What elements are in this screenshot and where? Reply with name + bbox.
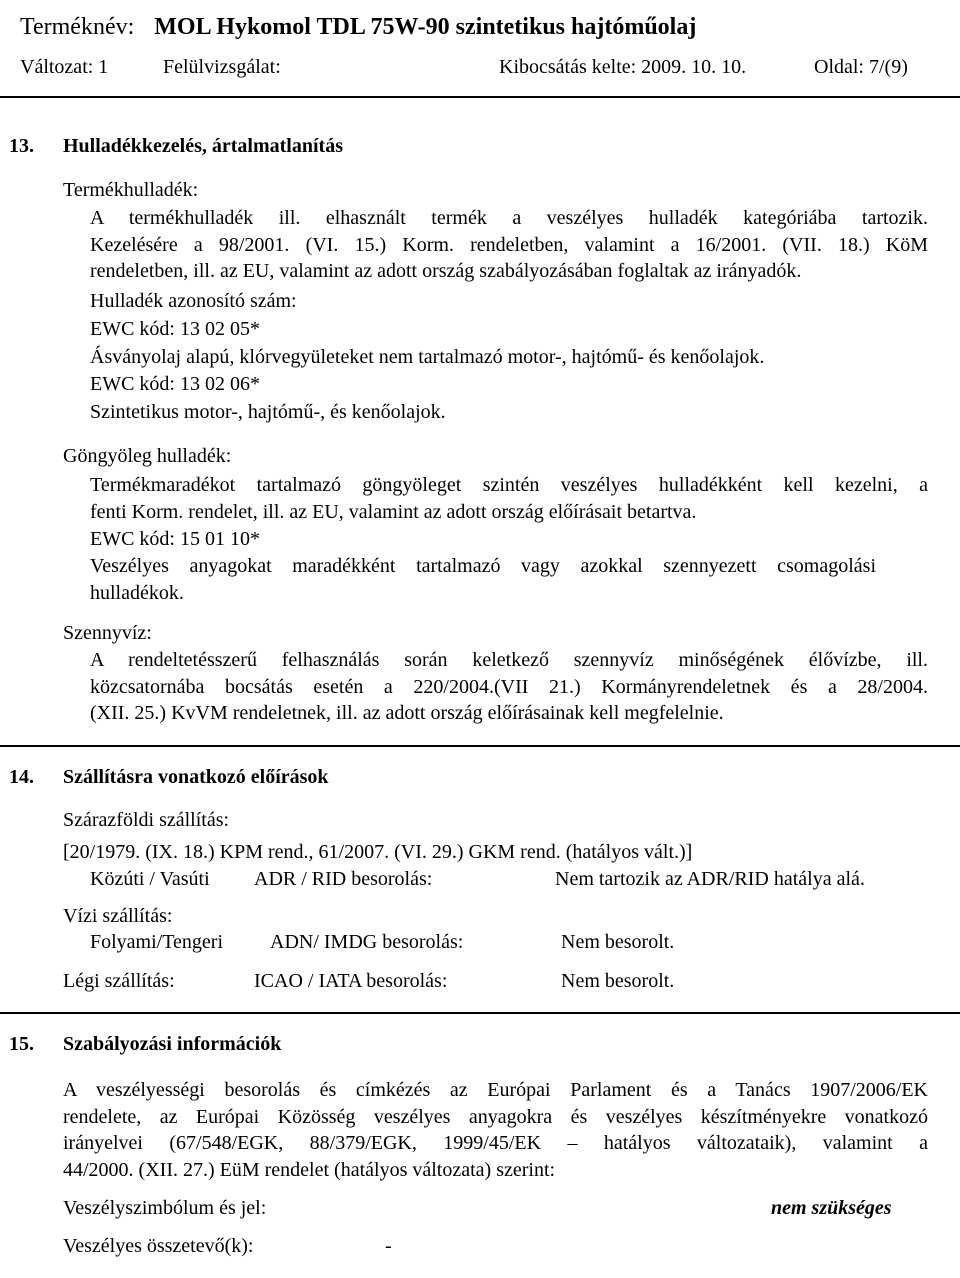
- regulatory-line: A veszélyességi besorolás és címkézés az Európai Parlament és a Tanács 1907/2006/EK: [63, 1079, 928, 1101]
- product-waste-text: [90, 205, 928, 285]
- header-issue-date: Kibocsátás kelte: 2009. 10. 10.: [499, 56, 747, 78]
- header-version: Változat: 1: [20, 56, 109, 78]
- ewc-code-2: EWC kód: 13 02 06*: [90, 373, 260, 395]
- product-waste-line: Kezelésére a 98/2001. (VI. 15.) Korm. rendeletben, valamint a 16/2001. (VII. 18.) KöM: [90, 233, 928, 256]
- ewc-code-1: EWC kód: 13 02 05*: [90, 318, 260, 340]
- road-rail-value: Nem tartozik az ADR/RID hatálya alá.: [555, 868, 865, 890]
- packaging-line: Termékmaradékot tartalmazó göngyöleget szintén veszélyes hulladékként kell kezelni, a: [90, 474, 928, 496]
- product-name: MOL Hykomol TDL 75W-90 szintetikus hajtóműolaj: [154, 14, 697, 40]
- ewc3-line: hulladékok.: [90, 581, 184, 604]
- ewc-code-2-desc: Szintetikus motor-, hajtómű-, és kenőolajok.: [90, 401, 446, 423]
- section-14-divider: [0, 1012, 960, 1014]
- water-transport-label: Vízi szállítás:: [63, 905, 173, 927]
- road-rail-classification: ADR / RID besorolás:: [254, 868, 433, 890]
- water-classification: ADN/ IMDG besorolás:: [270, 931, 464, 953]
- air-value: Nem besorolt.: [561, 970, 675, 992]
- ewc-code-3: EWC kód: 15 01 10*: [90, 528, 260, 550]
- hazardous-component-value: -: [385, 1235, 392, 1257]
- ewc-code-3-desc: [90, 553, 876, 606]
- regulatory-intro-text: [63, 1077, 928, 1183]
- land-transport-reference: [20/1979. (IX. 18.) KPM rend., 61/2007. (VI. 29.) GKM rend. (hatályos vált.)]: [63, 841, 693, 863]
- air-transport-label: Légi szállítás:: [63, 970, 175, 992]
- section-14-number: 14.: [9, 766, 34, 788]
- section-15-number: 15.: [9, 1033, 34, 1055]
- section-13-title: Hulladékkezelés, ártalmatlanítás: [63, 135, 343, 157]
- wastewater-line: közcsatornába bocsátás esetén a 220/2004.(VII 21.) Kormányrendeletnek és a 28/2004.: [90, 675, 928, 698]
- hazard-symbol-value: nem szükséges: [771, 1197, 892, 1219]
- header-product-line: [20, 14, 696, 41]
- wastewater-label: Szennyvíz:: [63, 622, 152, 644]
- regulatory-line: rendelete, az Európai Közösség veszélyes anyagokra és veszélyes készítményekre vonatkozó: [63, 1105, 928, 1128]
- regulatory-line: 44/2000. (XII. 27.) EüM rendelet (hatályos változata) szerint:: [63, 1158, 556, 1181]
- header-review: Felülvizsgálat:: [163, 56, 281, 78]
- packaging-line: fenti Korm. rendelet, ill. az EU, valamint az adott ország előírásait betartva.: [90, 500, 697, 523]
- waste-id-label: Hulladék azonosító szám:: [90, 290, 297, 312]
- hazardous-component-label: Veszélyes összetevő(k):: [63, 1235, 254, 1257]
- packaging-waste-label: Göngyöleg hulladék:: [63, 445, 232, 467]
- section-14-title: Szállításra vonatkozó előírások: [63, 766, 329, 788]
- product-waste-line: rendeletben, ill. az EU, valamint az adott ország szabályozásában foglaltak az irányadók.: [90, 260, 802, 282]
- section-15-title: Szabályozási információk: [63, 1033, 282, 1055]
- hazard-symbol-label: Veszélyszimbólum és jel:: [63, 1197, 267, 1219]
- water-mode: Folyami/Tengeri: [90, 931, 224, 953]
- header-divider: [0, 96, 960, 98]
- land-transport-label: Szárazföldi szállítás:: [63, 809, 230, 831]
- ewc-code-1-desc: Ásványolaj alapú, klórvegyületeket nem tartalmazó motor-, hajtómű- és kenőolajok.: [90, 346, 765, 368]
- product-label: Terméknév:: [20, 14, 135, 40]
- road-rail-mode: Közúti / Vasúti: [90, 868, 210, 890]
- product-waste-line: A termékhulladék ill. elhasznált termék a veszélyes hulladék kategóriába tartozik.: [90, 207, 928, 229]
- section-13-divider: [0, 745, 960, 747]
- product-waste-label: Termékhulladék:: [63, 179, 199, 201]
- wastewater-line: A rendeltetésszerű felhasználás során keletkező szennyvíz minőségének élővízbe, ill.: [90, 649, 928, 671]
- wastewater-line: (XII. 25.) KvVM rendeletnek, ill. az adott ország előírásainak kell megfelelnie.: [90, 702, 724, 724]
- regulatory-line: irányelvei (67/548/EGK, 88/379/EGK, 1999/45/EK – hatályos változataik), valamint a: [63, 1132, 928, 1154]
- ewc3-line: Veszélyes anyagokat maradékként tartalmazó vagy azokkal szennyezett csomagolási: [90, 555, 876, 577]
- wastewater-text: [90, 647, 928, 727]
- header-page: Oldal: 7/(9): [814, 56, 908, 78]
- air-classification: ICAO / IATA besorolás:: [254, 970, 448, 992]
- section-13-number: 13.: [9, 135, 34, 157]
- water-value: Nem besorolt.: [561, 931, 675, 953]
- packaging-waste-text: [90, 472, 928, 525]
